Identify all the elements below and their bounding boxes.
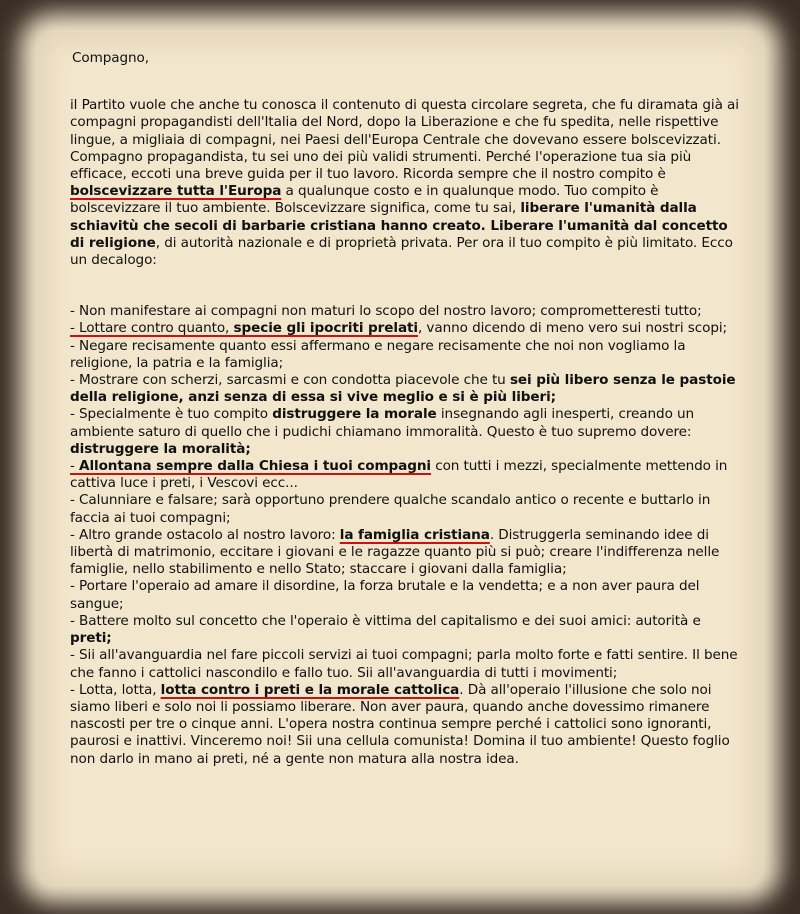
greeting: Compagno, xyxy=(72,50,149,66)
intro-text-1: il Partito vuole che anche tu conosca il contenuto di questa circolare segreta, che fu diramata già ai compagni propagandisti dell'Italia del Nord, dopo la Liberazione e che fu spedita, nelle rispettive lingue, a migliaia di compagni, nei Paesi dell'Europa Centrale che dovevano essere bolscevizzati. Compagno propagandista, tu sei uno dei più validi strumenti. Perché l'operazione tua sia più efficace, eccoti una breve guida per il tuo lavoro. Ricorda sempre che il nostro compito è xyxy=(70,97,739,183)
document-body xyxy=(70,50,742,768)
decalogue-item-7: - Calunniare e falsare; sarà opportuno prendere qualche scandalo antico o recente e buttarlo in faccia ai tuoi compagni; xyxy=(70,492,711,526)
decalogue-item-10 xyxy=(70,613,742,647)
item-6-text-c: con tutti i mezzi, specialmente mettendo in cattiva luce i preti, i Vescovi ecc... xyxy=(70,458,728,492)
item-2-text-c: , vanno dicendo di meno vero sui nostri scopi; xyxy=(417,320,728,337)
item-12-emphasis: lotta contro i preti e la morale cattolica xyxy=(160,681,460,698)
item-8-text-c: . Distruggerla seminando idee di libertà di matrimonio, eccitare i giovani e le ragazze quanto più si può; creare l'indifferenza nelle famiglie, nello stabilimento e nello Stato; staccare i giovani dalla famiglia; xyxy=(70,526,720,578)
intro-emphasis-1: bolscevizzare tutta l'Europa xyxy=(70,183,282,200)
item-4-text-a: - Mostrare con scherzi, sarcasmi e con condotta piacevole che tu xyxy=(70,372,510,389)
decalogue-item-6 xyxy=(70,458,742,492)
item-6-text-a: - xyxy=(70,458,80,475)
item-6-emphasis: Allontana sempre dalla Chiesa i tuoi compagni xyxy=(79,458,431,475)
decalogue-item-1: - Non manifestare ai compagni non maturi lo scopo del nostro lavoro; comprometteresti tutto; xyxy=(70,303,702,320)
item-2-text-a: - Lottare contro quanto, xyxy=(70,320,234,337)
item-10-text-a: - Battere molto sul concetto che l'operaio è vittima del capitalismo e dei suoi amici: autorità e xyxy=(70,612,701,629)
item-2-emphasis: specie gli ipocriti prelati xyxy=(233,320,418,337)
decalogue-item-11: - Sii all'avanguardia nel fare piccoli servizi ai tuoi compagni; parla molto forte e fatti sentire. Il bene che fanno i cattolici nascondilo e fallo tuo. Sii all'avanguardia di tutti i movimenti; xyxy=(70,647,738,681)
item-12-text-c: . Dà all'operaio l'illusione che solo noi siamo liberi e solo noi li possiamo liberare. Non aver paura, quando anche dovessimo rimanere nascosti per tre o cinque anni. L'opera nostra continua sempre perché i cattolici sono ignoranti, paurosi e inattivi. Vinceremo noi! Sii una cellula comunista! Domina il tuo ambiente! Questo foglio non darlo in mano ai preti, né a gente non matura alla nostra idea. xyxy=(70,681,730,767)
decalogue-item-5 xyxy=(70,406,742,458)
intro-text-3: , di autorità nazionale e di proprietà privata. Per ora il tuo compito è più limitato. Ecco un decalogo: xyxy=(70,234,733,269)
decalogue-item-3: - Negare recisamente quanto essi affermano e negare recisamente che noi non vogliamo la religione, la patria e la famiglia; xyxy=(70,337,686,371)
decalogue-item-9: - Portare l'operaio ad amare il disordine, la forza brutale e la vendetta; e a non aver paura del sangue; xyxy=(70,578,700,612)
decalogue-item-4 xyxy=(70,372,742,406)
decalogue-item-12 xyxy=(70,682,742,768)
decalogue-item-8 xyxy=(70,527,742,579)
item-5-emphasis-2: distruggere la moralità; xyxy=(70,440,251,457)
intro-text-2: a qualunque costo e in qualunque modo. Tuo compito è bolscevizzare il tuo ambiente. Bolscevizzare significa, come tu sai, xyxy=(70,183,659,217)
decalogue-item-2 xyxy=(70,320,742,337)
item-12-text-a: - Lotta, lotta, xyxy=(70,681,161,698)
item-5-text-a: - Specialmente è tuo compito xyxy=(70,406,273,423)
item-10-emphasis: preti; xyxy=(70,630,112,647)
item-8-text-a: - Altro grande ostacolo al nostro lavoro: xyxy=(70,526,340,543)
item-5-emphasis-1: distruggere la morale xyxy=(272,406,437,423)
intro-paragraph xyxy=(70,97,742,269)
item-4-emphasis: sei più libero senza le pastoie della religione, anzi senza di essa si vive meglio e si è più liberi; xyxy=(70,372,736,406)
item-5-text-c: insegnando agli inesperti, creando un ambiente saturo di quello che i pudichi chiamano immoralità. Questo è tuo supremo dovere: xyxy=(70,406,695,440)
item-8-emphasis: la famiglia cristiana xyxy=(339,526,490,543)
intro-emphasis-2: liberare l'umanità dalla schiavitù che secoli di barbarie cristiana hanno creato. Liberare l'umanità dal concetto di religione xyxy=(70,200,728,251)
